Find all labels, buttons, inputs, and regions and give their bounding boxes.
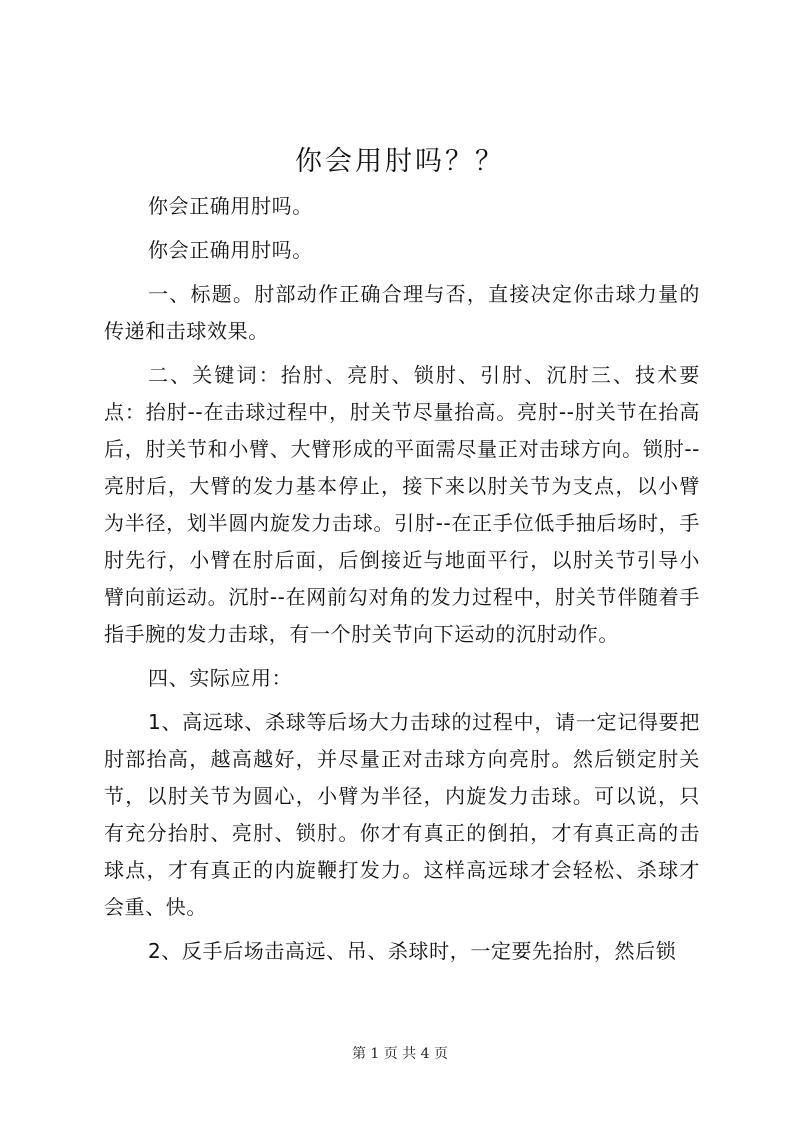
paragraph: 2、反手后场击高远、吊、杀球时，一定要先抬肘，然后锁 — [148, 939, 677, 963]
paragraph: 一、标题。肘部动作正确合理与否，直接决定你击球力量的传递和击球效果。 — [104, 282, 700, 343]
paragraph: 你会正确用肘吗。 — [148, 238, 313, 262]
paragraph: 四、实际应用： — [148, 666, 293, 690]
paragraph: 二、关键词：抬肘、亮肘、锁肘、引肘、沉肘三、技术要点：抬肘--在击球过程中，肘关节尽量抬高。亮肘--肘关节在抬高后，肘关节和小臂、大臂形成的平面需尽量正对击球方向。锁肘--亮肘后，大臂的发力基本停止，接下来以肘关节为支点，以小臂为半径，划半圆内旋发力击球。引肘--在正手位低手抽后场时，手肘先行，小臂在肘后面，后倒接近与地面平行，以肘关节引导小臂向前运动。沉肘--在网前勾对角的发力过程中，肘关节伴随着手指手腕的发力击球，有一个肘关节向下运动的沉肘动作。 — [104, 363, 700, 646]
document-body — [104, 188, 700, 977]
paragraph: 你会正确用肘吗。 — [148, 194, 313, 218]
page-footer: 第 1 页 共 4 页 — [351, 1046, 449, 1062]
paragraph: 1、高远球、杀球等后场大力击球的过程中，请一定记得要把肘部抬高，越高越好，并尽量正对击球方向亮肘。然后锁定肘关节，以肘关节为圆心，小臂为半径，内旋发力击球。可以说，只有充分抬肘、亮肘、锁肘。你才有真正的倒拍，才有真正高的击球点，才有真正的内旋鞭打发力。这样高远球才会轻松、杀球才会重、快。 — [104, 710, 700, 919]
document-title: 你会用肘吗？？ — [295, 146, 505, 177]
